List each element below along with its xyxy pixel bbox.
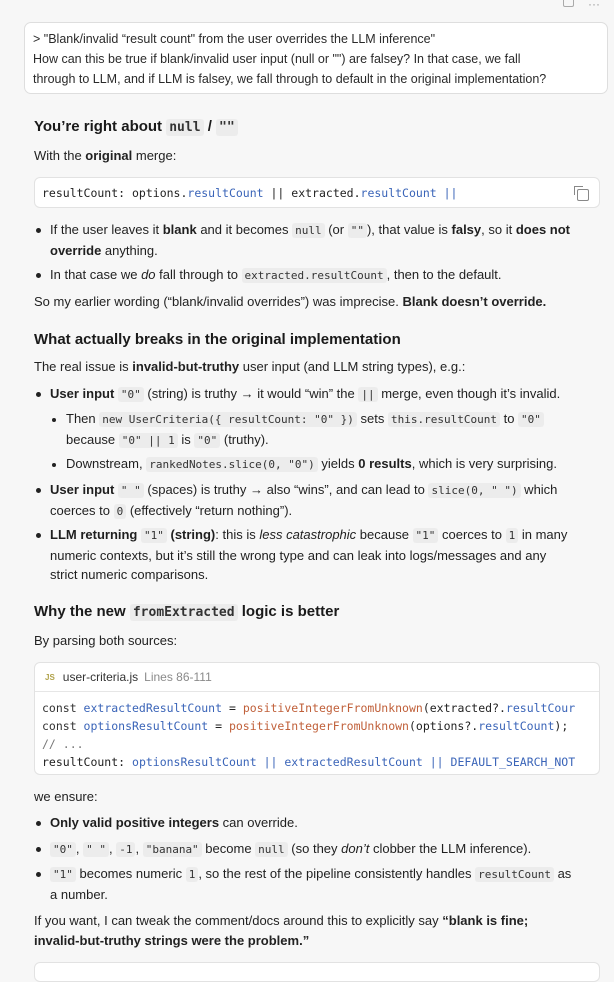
bullet-icon	[52, 418, 56, 422]
list-item: "0" , " " , -1 , "banana" become null (so they don’t clobber the LLM inference).	[50, 839, 531, 860]
paragraph: If you want, I can tweak the comment/docs around this to explicitly say “blank is fine; invalid-but-truthy strings were the problem.”	[34, 913, 529, 948]
code-line: // ...	[42, 737, 84, 751]
top-toolbar	[563, 0, 600, 12]
copy-code-icon[interactable]	[577, 189, 589, 201]
line-range: Lines 86-111	[144, 670, 212, 684]
bullet-icon	[36, 847, 41, 852]
code-line: resultCount: options.resultCount || extracted.resultCount ||	[42, 186, 458, 200]
paragraph: By parsing both sources:	[34, 633, 178, 648]
code-block	[34, 177, 600, 208]
list-item: If the user leaves it blank and it becomes null (or "" ), that value is falsy, so it does not override anything.	[50, 222, 571, 258]
code-file-header[interactable]	[35, 663, 599, 692]
code-content	[42, 699, 575, 771]
bullet-icon	[36, 273, 41, 278]
section-heading: Why the new fromExtracted logic is better	[34, 603, 340, 620]
section-heading: You’re right about null / ""	[34, 118, 238, 135]
bullet-icon	[36, 533, 41, 538]
code-block	[34, 962, 600, 982]
list-item: Then new UserCriteria({ resultCount: "0" }) sets this.resultCount to "0" because "0" || 1 is "0" (truthy).	[66, 409, 544, 450]
list-item: "1" becomes numeric 1 , so the rest of the pipeline consistently handles resultCount as a number.	[50, 866, 572, 902]
list-item: Only valid positive integers can override.	[50, 815, 298, 830]
paragraph: we ensure:	[34, 789, 98, 804]
bullet-icon	[52, 463, 56, 467]
user-message-line: > "Blank/invalid “result count" from the user overrides the LLM inference"	[33, 32, 436, 46]
file-name: user-criteria.js	[62, 670, 139, 684]
code-line: const optionsResultCount = positiveIntegerFromUnknown(options?.resultCount);	[42, 719, 569, 733]
code-line: resultCount: optionsResultCount || extractedResultCount || DEFAULT_SEARCH_NOT	[42, 755, 576, 769]
user-message-line: How can this be true if blank/invalid user input (null or "") are falsey? In that case, we fall	[33, 52, 521, 66]
copy-icon[interactable]	[563, 0, 574, 7]
user-message	[24, 22, 608, 94]
bullet-icon	[36, 872, 41, 877]
list-item: Downstream, rankedNotes.slice(0, "0") yields 0 results, which is very surprising.	[66, 456, 557, 471]
list-item: User input "0" (string) is truthy → it would “win” the || merge, even though it’s invalid.	[50, 386, 561, 401]
paragraph: So my earlier wording (“blank/invalid overrides”) was imprecise. Blank doesn’t override.	[34, 294, 547, 309]
bullet-icon	[36, 488, 41, 493]
code-line: const extractedResultCount = positiveIntegerFromUnknown(extracted?.resultCour	[42, 701, 576, 715]
bullet-icon	[36, 228, 41, 233]
bullet-icon	[36, 821, 41, 826]
user-message-line: through to LLM, and if LLM is falsey, we fall through to default in the original implementation?	[33, 72, 547, 86]
bullet-icon	[36, 392, 41, 397]
js-file-icon: JS	[45, 672, 55, 682]
code-block	[34, 662, 600, 775]
list-item: User input " " (spaces) is truthy → also “wins”, and can lead to slice(0, " ") which coerces to 0 (effectively “return nothing”).	[50, 482, 558, 518]
section-heading: What actually breaks in the original implementation	[34, 331, 401, 348]
paragraph: With the original merge:	[34, 148, 177, 163]
list-item: LLM returning "1" (string): this is less catastrophic because "1" coerces to 1 in many numeric contexts, but it’s still the wrong type and can leak into logs/messages and any strict numeric comparisons.	[50, 527, 568, 582]
paragraph: The real issue is invalid-but-truthy user input (and LLM string types), e.g.:	[34, 359, 466, 374]
list-item: In that case we do fall through to extracted.resultCount , then to the default.	[50, 267, 502, 282]
more-icon[interactable]: ···	[588, 0, 600, 11]
